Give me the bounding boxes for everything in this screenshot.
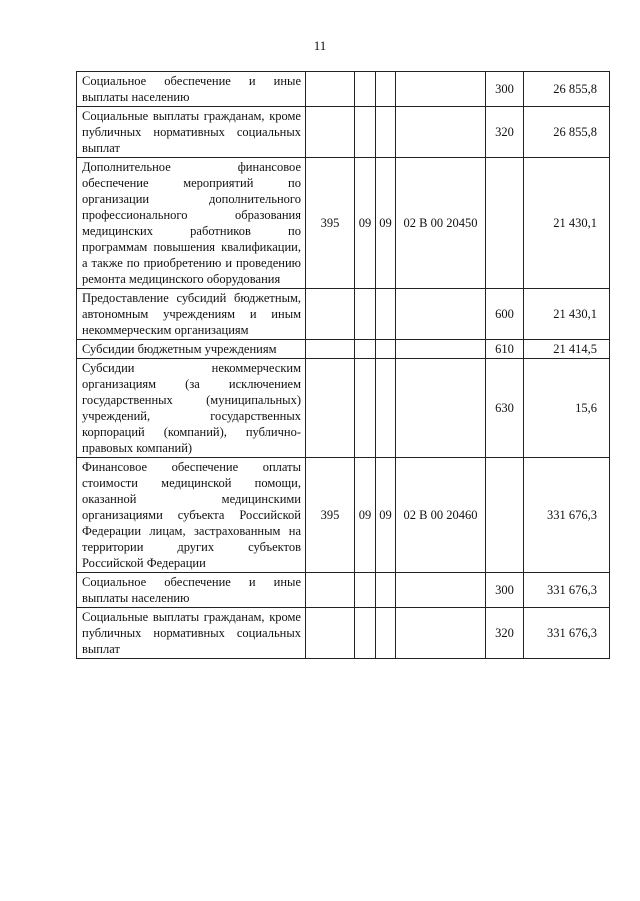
section-cell: 09 — [355, 458, 376, 573]
amount-cell: 331 676,3 — [524, 573, 610, 608]
grbs-cell — [306, 340, 355, 359]
grbs-cell — [306, 573, 355, 608]
row-name-cell: Социальное обеспечение и иные выплаты населению — [77, 573, 306, 608]
section-cell — [355, 608, 376, 659]
expense-type-cell: 300 — [486, 573, 524, 608]
target-article-cell — [396, 340, 486, 359]
row-name-cell: Субсидии некоммерческим организациям (за исключением государственных (муниципальных) учреждений, государственных корпораций (компаний), публично-правовых компаний) — [77, 359, 306, 458]
subsection-cell — [376, 72, 396, 107]
target-article-cell: 02 В 00 20450 — [396, 158, 486, 289]
section-cell — [355, 72, 376, 107]
amount-cell: 331 676,3 — [524, 458, 610, 573]
expense-type-cell — [486, 458, 524, 573]
section-cell — [355, 289, 376, 340]
grbs-cell — [306, 72, 355, 107]
table-row — [77, 107, 610, 158]
expense-type-cell — [486, 158, 524, 289]
subsection-cell — [376, 573, 396, 608]
table-row — [77, 458, 610, 573]
row-name-cell: Предоставление субсидий бюджетным, автономным учреждениям и иным некоммерческим организациям — [77, 289, 306, 340]
amount-cell: 21 430,1 — [524, 158, 610, 289]
target-article-cell: 02 В 00 20460 — [396, 458, 486, 573]
expense-type-cell: 600 — [486, 289, 524, 340]
page-number: 11 — [313, 38, 327, 53]
table-row — [77, 573, 610, 608]
row-name-cell: Финансовое обеспечение оплаты стоимости медицинской помощи, оказанной медицинскими организациями субъекта Российской Федерации лицам, застрахованным на территории других субъектов Российской Федерации — [77, 458, 306, 573]
table-row — [77, 608, 610, 659]
table-row — [77, 340, 610, 359]
row-name-cell: Социальные выплаты гражданам, кроме публичных нормативных социальных выплат — [77, 107, 306, 158]
row-name-cell: Социальные выплаты гражданам, кроме публичных нормативных социальных выплат — [77, 608, 306, 659]
amount-cell: 21 430,1 — [524, 289, 610, 340]
section-cell — [355, 107, 376, 158]
grbs-cell: 395 — [306, 158, 355, 289]
subsection-cell: 09 — [376, 458, 396, 573]
table-row — [77, 158, 610, 289]
table-row — [77, 72, 610, 107]
expense-type-cell: 320 — [486, 107, 524, 158]
grbs-cell — [306, 107, 355, 158]
table-row — [77, 289, 610, 340]
grbs-cell — [306, 359, 355, 458]
expense-type-cell: 610 — [486, 340, 524, 359]
subsection-cell — [376, 340, 396, 359]
target-article-cell — [396, 573, 486, 608]
budget-table — [76, 71, 610, 659]
row-name-cell: Социальное обеспечение и иные выплаты населению — [77, 72, 306, 107]
target-article-cell — [396, 107, 486, 158]
row-name-cell: Дополнительное финансовое обеспечение мероприятий по организации дополнительного профессионального образования медицинских работников по программам повышения квалификации, а также по приобретению и проведению ремонта медицинского оборудования — [77, 158, 306, 289]
subsection-cell — [376, 107, 396, 158]
subsection-cell: 09 — [376, 158, 396, 289]
amount-cell: 331 676,3 — [524, 608, 610, 659]
grbs-cell: 395 — [306, 458, 355, 573]
expense-type-cell: 320 — [486, 608, 524, 659]
target-article-cell — [396, 289, 486, 340]
subsection-cell — [376, 289, 396, 340]
target-article-cell — [396, 359, 486, 458]
amount-cell: 15,6 — [524, 359, 610, 458]
grbs-cell — [306, 608, 355, 659]
grbs-cell — [306, 289, 355, 340]
amount-cell: 26 855,8 — [524, 72, 610, 107]
section-cell — [355, 359, 376, 458]
expense-type-cell: 300 — [486, 72, 524, 107]
section-cell: 09 — [355, 158, 376, 289]
amount-cell: 26 855,8 — [524, 107, 610, 158]
section-cell — [355, 340, 376, 359]
subsection-cell — [376, 359, 396, 458]
subsection-cell — [376, 608, 396, 659]
section-cell — [355, 573, 376, 608]
amount-cell: 21 414,5 — [524, 340, 610, 359]
target-article-cell — [396, 72, 486, 107]
row-name-cell: Субсидии бюджетным учреждениям — [77, 340, 306, 359]
table-row — [77, 359, 610, 458]
target-article-cell — [396, 608, 486, 659]
expense-type-cell: 630 — [486, 359, 524, 458]
